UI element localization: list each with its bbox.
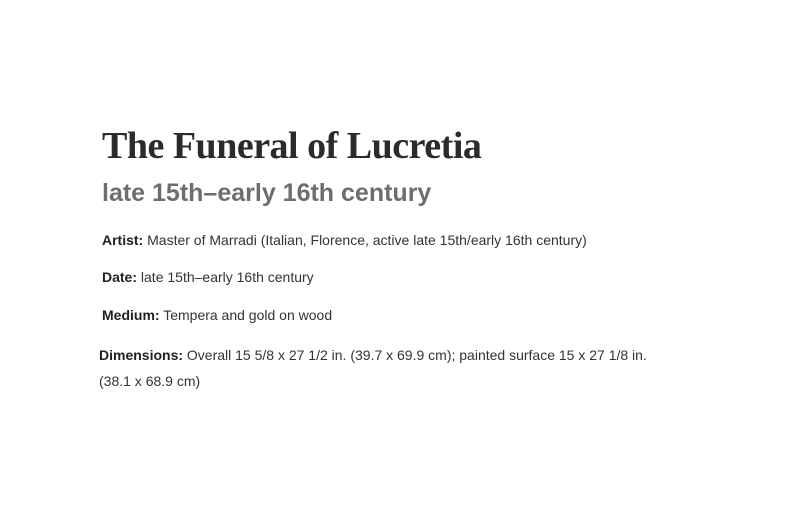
dimensions-value: Overall 15 5/8 x 27 1/2 in. (39.7 x 69.9 cm); painted surface 15 x 27 1/8 in. (38.1 x 68.9 cm) (99, 347, 647, 389)
dimensions-field (99, 342, 659, 394)
date-label: Date: (102, 269, 138, 285)
artwork-title: The Funeral of Lucretia (102, 125, 482, 167)
dimensions-label: Dimensions: (99, 347, 184, 363)
artwork-date-heading: late 15th–early 16th century (102, 179, 432, 207)
artist-label: Artist: (102, 232, 144, 248)
artist-field (102, 227, 587, 253)
artist-value: Master of Marradi (Italian, Florence, active late 15th/early 16th century) (147, 232, 587, 248)
medium-value: Tempera and gold on wood (163, 307, 333, 323)
date-field (102, 264, 314, 290)
medium-label: Medium: (102, 307, 160, 323)
medium-field (102, 302, 332, 328)
date-value: late 15th–early 16th century (140, 269, 314, 285)
